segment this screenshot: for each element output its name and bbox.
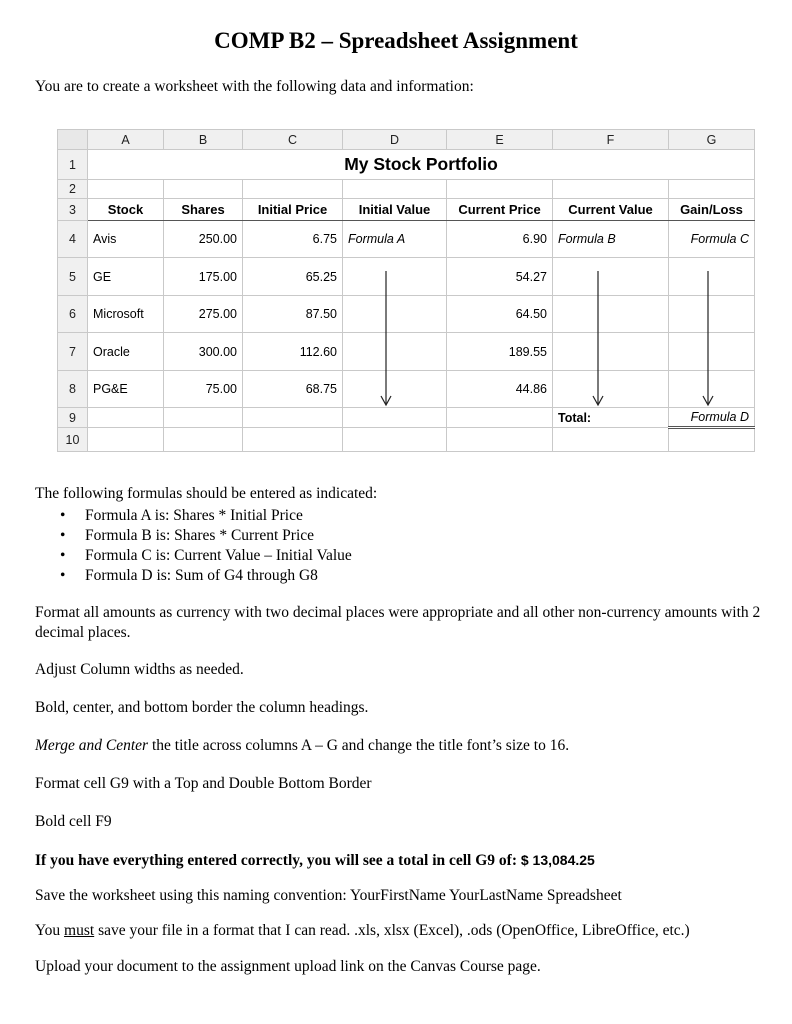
bullet-icon: • [60,527,66,544]
initial-price-cell: 68.75 [243,371,343,408]
intro-text: You are to create a worksheet with the following data and information: [35,78,474,95]
sheet-header-row [58,199,755,221]
header-gain-loss: Gain/Loss [669,199,755,221]
bold-headings-instruction: Bold, center, and bottom border the column headings. [35,699,369,716]
stock-cell: Avis [88,221,164,258]
bold-f9-instruction: Bold cell F9 [35,813,112,830]
row-number: 1 [58,150,88,180]
row-number: 10 [58,428,88,452]
column-header: F [553,130,669,150]
current-value-cell [553,371,669,408]
column-header: G [669,130,755,150]
list-item: • Formula C is: Current Value – Initial Value [60,547,352,564]
table-row [58,296,755,333]
gain-loss-cell [669,333,755,371]
sheet-row [58,180,755,199]
sheet-title-cell: My Stock Portfolio [88,150,755,180]
stock-cell: Oracle [88,333,164,371]
bullet-icon: • [60,507,66,524]
initial-value-cell [343,258,447,296]
formula-c-cell: Formula C [669,221,755,258]
formula-d-cell: Formula D [669,408,755,428]
initial-value-cell [343,333,447,371]
format-amounts-instruction: Format all amounts as currency with two decimal places were appropriate and all other non-currency amounts with 2 decimal places. [35,604,761,641]
merge-center-instruction: Merge and Center the title across columns A – G and change the title font’s size to 16. [35,737,570,754]
save-format-instruction: You must save your file in a format that I can read. .xls, xlsx (Excel), .ods (OpenOffice, LibreOffice, etc.) [35,922,690,939]
table-row [58,258,755,296]
initial-price-cell: 87.50 [243,296,343,333]
formula-list [60,506,352,586]
shares-cell: 175.00 [164,258,243,296]
initial-value-cell [343,371,447,408]
total-label-cell: Total: [553,408,669,428]
bullet-icon: • [60,547,66,564]
stock-cell: GE [88,258,164,296]
header-current-price: Current Price [447,199,553,221]
save-name-instruction: Save the worksheet using this naming convention: YourFirstName YourLastName Spreadsheet [35,887,622,904]
header-current-value: Current Value [553,199,669,221]
header-shares: Shares [164,199,243,221]
current-price-cell: 6.90 [447,221,553,258]
shares-cell: 300.00 [164,333,243,371]
sheet-row [58,150,755,180]
table-row [58,333,755,371]
initial-price-cell: 6.75 [243,221,343,258]
formula-b-cell: Formula B [553,221,669,258]
sheet-row [58,428,755,452]
initial-price-cell: 112.60 [243,333,343,371]
format-g9-instruction: Format cell G9 with a Top and Double Bottom Border [35,775,372,792]
gain-loss-cell [669,371,755,408]
check-total-instruction: If you have everything entered correctly, you will see a total in cell G9 of: $ 13,084.25 [35,852,595,869]
row-number: 4 [58,221,88,258]
row-number: 7 [58,333,88,371]
table-row [58,221,755,258]
gain-loss-cell [669,296,755,333]
column-header: C [243,130,343,150]
column-header: D [343,130,447,150]
adjust-widths-instruction: Adjust Column widths as needed. [35,661,244,678]
column-header: A [88,130,164,150]
shares-cell: 75.00 [164,371,243,408]
formulas-intro: The following formulas should be entered as indicated: [35,485,378,502]
column-header: B [164,130,243,150]
list-item: • Formula D is: Sum of G4 through G8 [60,567,318,584]
initial-price-cell: 65.25 [243,258,343,296]
row-number: 3 [58,199,88,221]
header-initial-value: Initial Value [343,199,447,221]
current-price-cell: 189.55 [447,333,553,371]
current-price-cell: 44.86 [447,371,553,408]
column-header-row [58,130,755,150]
list-item: • Formula B is: Shares * Current Price [60,527,315,544]
row-number: 6 [58,296,88,333]
stock-cell: Microsoft [88,296,164,333]
upload-instruction: Upload your document to the assignment upload link on the Canvas Course page. [35,958,541,975]
formula-a-cell: Formula A [343,221,447,258]
list-item: • Formula A is: Shares * Initial Price [60,507,303,524]
current-value-cell [553,296,669,333]
spreadsheet-example [57,129,755,452]
table-row [58,371,755,408]
table-row [58,408,755,428]
stock-cell: PG&E [88,371,164,408]
current-value-cell [553,258,669,296]
current-value-cell [553,333,669,371]
current-price-cell: 64.50 [447,296,553,333]
initial-value-cell [343,296,447,333]
row-number: 9 [58,408,88,428]
bullet-icon: • [60,567,66,584]
row-number: 2 [58,180,88,199]
column-header: E [447,130,553,150]
document-title: COMP B2 – Spreadsheet Assignment [214,28,578,53]
current-price-cell: 54.27 [447,258,553,296]
expected-total: $ 13,084.25 [520,852,595,868]
shares-cell: 275.00 [164,296,243,333]
header-stock: Stock [88,199,164,221]
corner-cell [58,130,88,150]
shares-cell: 250.00 [164,221,243,258]
header-initial-price: Initial Price [243,199,343,221]
row-number: 8 [58,371,88,408]
gain-loss-cell [669,258,755,296]
row-number: 5 [58,258,88,296]
